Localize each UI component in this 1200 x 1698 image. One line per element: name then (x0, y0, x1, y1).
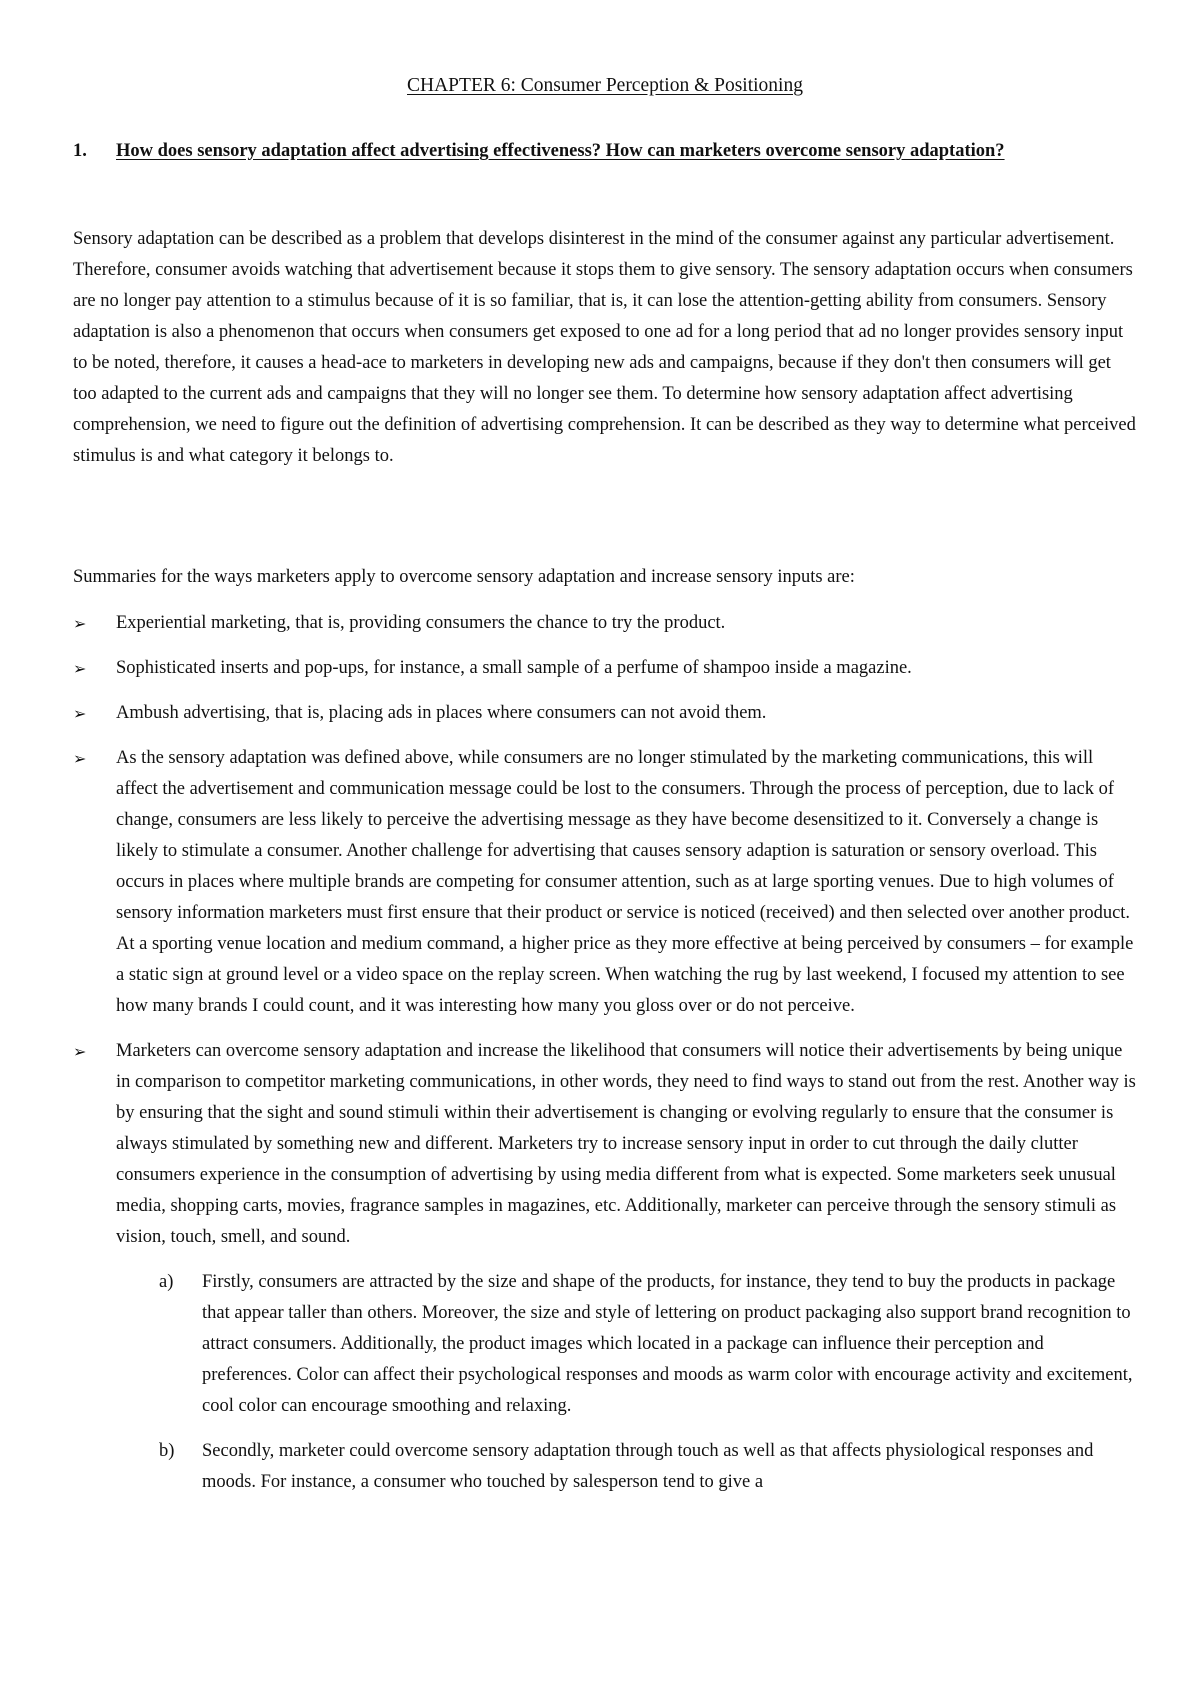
question-text: How does sensory adaptation affect advertising effectiveness? How can marketers overcome sensory adaptation? (116, 141, 1005, 161)
sublist-item (116, 1436, 1137, 1498)
sublist-letter: b) (159, 1441, 175, 1461)
arrow-bullet-icon: ➢ (73, 1042, 87, 1061)
arrow-bullet-icon: ➢ (73, 614, 87, 633)
question-number: 1. (73, 141, 87, 161)
bullet-text: Ambush advertising, that is, placing ads in places where consumers can not avoid them. (116, 703, 767, 723)
bullet-text: Experiential marketing, that is, providing consumers the chance to try the product. (116, 613, 726, 633)
sublist-item (116, 1267, 1137, 1422)
list-item (73, 608, 1137, 639)
sublist-text: Secondly, marketer could overcome sensory adaptation through touch as well as that affects physiological responses and moods. For instance, a consumer who touched by salesperson tend to give a (202, 1441, 1094, 1492)
arrow-bullet-icon: ➢ (73, 749, 87, 768)
list-item (73, 653, 1137, 684)
bullet-text: Sophisticated inserts and pop-ups, for instance, a small sample of a perfume of shampoo inside a magazine. (116, 658, 912, 678)
arrow-bullet-icon: ➢ (73, 704, 87, 723)
sublist-letter: a) (159, 1272, 174, 1292)
bullet-list (73, 608, 1137, 1512)
question-heading (73, 136, 1113, 167)
bullet-text: As the sensory adaptation was defined above, while consumers are no longer stimulated by the marketing communications, this will affect the advertisement and communication message could be lost to the consumers. Through the process of perception, due to lack of change, consumers are less likely to perceive the advertising message as they have become desensitized to it. Conversely a change is likely to stimulate a consumer. Another challenge for advertising that causes sensory adaption is saturation or sensory overload. This occurs in places where multiple brands are competing for consumer attention, such as at large sporting venues. Due to high volumes of sensory information marketers must first ensure that their product or service is noticed (received) and then selected over another product. At a sporting venue location and medium command, a higher price as they more effective at being perceived by consumers – for example a static sign at ground level or a video space on the replay screen. When watching the rug by last weekend, I focused my attention to see how many brands I could count, and it was interesting how many you gloss over or do not perceive. (116, 748, 1134, 1016)
summary-intro: Summaries for the ways marketers apply to overcome sensory adaptation and increase sensory inputs are: (73, 567, 855, 587)
lettered-sublist (116, 1267, 1137, 1498)
list-item (73, 743, 1137, 1022)
list-item (73, 1036, 1137, 1498)
sublist-text: Firstly, consumers are attracted by the size and shape of the products, for instance, they tend to buy the products in package that appear taller than others. Moreover, the size and style of lettering on product packaging also support brand recognition to attract consumers. Additionally, the product images which located in a package can influence their perception and preferences. Color can affect their psychological responses and moods as warm color with encourage activity and excitement, cool color can encourage smoothing and relaxing. (202, 1272, 1133, 1416)
intro-paragraph: Sensory adaptation can be described as a problem that develops disinterest in the mind of the consumer against any particular advertisement. Therefore, consumer avoids watching that advertisement because it stops them to give sensory. The sensory adaptation occurs when consumers are no longer pay attention to a stimulus because of it is so familiar, that is, it can lose the attention-getting ability from consumers. Sensory adaptation is also a phenomenon that occurs when consumers get exposed to one ad for a long period that ad no longer provides sensory input to be noted, therefore, it causes a head-ace to marketers in developing new ads and campaigns, because if they don't then consumers will get too adapted to the current ads and campaigns that they will no longer see them. To determine how sensory adaptation affect advertising comprehension, we need to figure out the definition of advertising comprehension. It can be described as they way to determine what perceived stimulus is and what category it belongs to. (73, 229, 1136, 466)
chapter-title: CHAPTER 6: Consumer Perception & Positioning (407, 75, 803, 96)
list-item (73, 698, 1137, 729)
bullet-text: Marketers can overcome sensory adaptation and increase the likelihood that consumers will notice their advertisements by being unique in comparison to competitor marketing communications, in other words, they need to find ways to stand out from the rest. Another way is by ensuring that the sight and sound stimuli within their advertisement is changing or evolving regularly to ensure that the consumer is always stimulated by something new and different. Marketers try to increase sensory input in order to cut through the daily clutter consumers experience in the consumption of advertising by using media different from what is expected. Some marketers seek unusual media, shopping carts, movies, fragrance samples in magazines, etc. Additionally, marketer can perceive through the sensory stimuli as vision, touch, smell, and sound. (116, 1041, 1136, 1247)
arrow-bullet-icon: ➢ (73, 659, 87, 678)
